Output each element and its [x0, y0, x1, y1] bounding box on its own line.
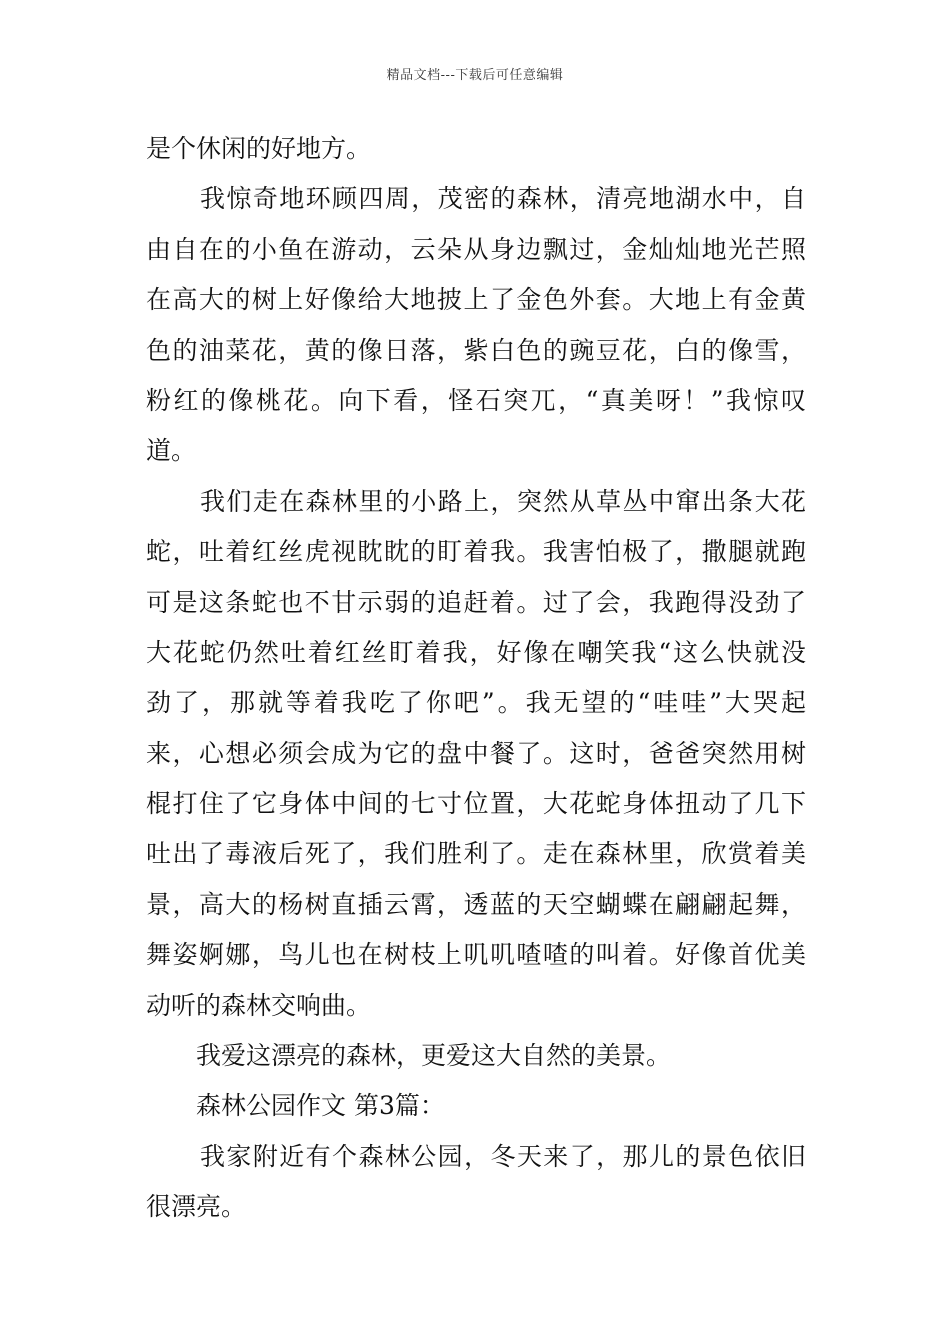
text-line: 动听的森林交响曲。	[146, 990, 372, 1020]
text-line: 来，心想必须会成为它的盘中餐了。这时，爸爸突然用树	[146, 738, 806, 768]
text-line: 很漂亮。	[146, 1192, 247, 1222]
text-line: 色的油菜花，黄的像日落，紫白色的豌豆花，白的像雪，	[146, 335, 806, 365]
text-line: 舞姿婀娜，鸟儿也在树枝上叽叽喳喳的叫着。好像首优美	[146, 940, 806, 970]
text-line: 吐出了毒液后死了，我们胜利了。走在森林里，欣赏着美	[146, 839, 806, 869]
text-line: 是个休闲的好地方。	[146, 134, 372, 163]
text-line: 蛇，吐着红丝虎视眈眈的盯着我。我害怕极了，撒腿就跑	[146, 537, 806, 567]
text-line: 棍打住了它身体中间的七寸位置，大花蛇身体扭动了几下	[146, 789, 806, 819]
text-line: 在高大的树上好像给大地披上了金色外套。大地上有金黄	[146, 285, 806, 315]
page-header: 精品文档---下载后可任意编辑	[386, 68, 564, 83]
text-line: 劲了，那就等着我吃了你吧”。我无望的“哇哇”大哭起	[146, 688, 806, 718]
section-heading: 森林公园作文 第3篇：	[196, 1091, 445, 1121]
text-line: 我家附近有个森林公园，冬天来了，那儿的景色依旧	[200, 1141, 806, 1171]
text-line: 道。	[146, 436, 197, 466]
text-line: 我爱这漂亮的森林，更爱这大自然的美景。	[196, 1041, 672, 1071]
text-line: 景，高大的杨树直插云霄，透蓝的天空蝴蝶在翩翩起舞，	[146, 889, 806, 919]
text-line: 我惊奇地环顾四周，茂密的森林，清亮地湖水中，自	[200, 184, 806, 214]
document-body	[146, 124, 806, 1233]
text-line: 可是这条蛇也不甘示弱的追赶着。过了会，我跑得没劲了	[146, 587, 806, 617]
text-line: 粉红的像桃花。向下看，怪石突兀，“真美呀！”我惊叹	[146, 385, 806, 415]
text-line: 我们走在森林里的小路上，突然从草丛中窜出条大花	[200, 486, 806, 516]
text-line: 大花蛇仍然吐着红丝盯着我，好像在嘲笑我“这么快就没	[146, 637, 806, 667]
text-line: 由自在的小鱼在游动，云朵从身边飘过，金灿灿地光芒照	[146, 234, 806, 264]
